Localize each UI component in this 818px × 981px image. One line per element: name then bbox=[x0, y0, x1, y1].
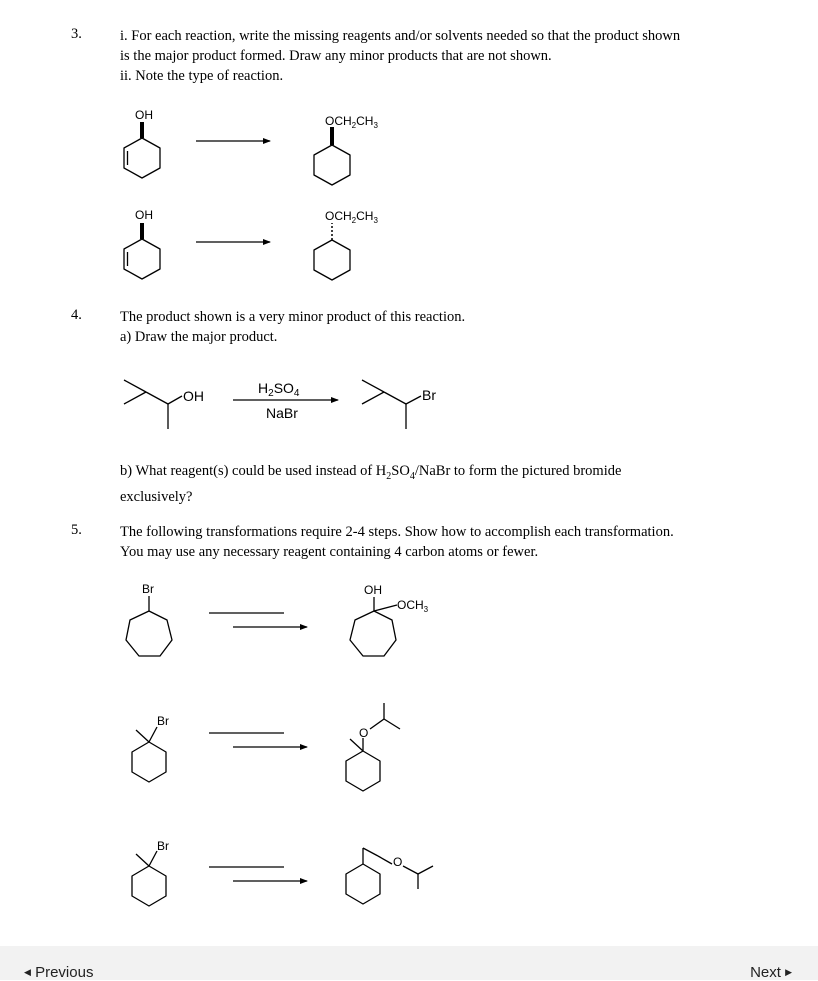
q4-part-b-line1: b) What reagent(s) could be used instead of $H_2SO_4$/NaBr to form the pictured bromide bbox=[120, 463, 622, 482]
q3-line1: i. For each reaction, write the missing reagents and/or solvents needed so that the product shown bbox=[120, 28, 681, 44]
q5-t1-start-label: Br bbox=[142, 582, 154, 596]
q5-t3-product bbox=[346, 848, 433, 904]
previous-label: Previous bbox=[35, 964, 94, 981]
q5-t1-product-och3: $OCH_3$ bbox=[397, 598, 429, 614]
q5-t2-start bbox=[132, 714, 169, 782]
q5-number: 5. bbox=[71, 522, 82, 538]
q5-line1: The following transformations require 2-4 steps. Show how to accomplish each transformation. bbox=[120, 524, 674, 540]
q3-number: 3. bbox=[71, 26, 82, 42]
q4-reagent-bottom: NaBr bbox=[266, 405, 298, 421]
q5-t3-start bbox=[132, 839, 169, 906]
q3-rxn2-reactant-label: OH bbox=[135, 208, 153, 222]
next-button[interactable] bbox=[750, 964, 792, 981]
q5-t1-start bbox=[126, 582, 172, 656]
q4-line2: a) Draw the major product. bbox=[120, 329, 278, 345]
q4-product-label: Br bbox=[422, 387, 436, 403]
q3-line2: is the major product formed. Draw any minor products that are not shown. bbox=[120, 48, 552, 64]
q5-t3-start-label: Br bbox=[157, 839, 169, 853]
q5-t2-product bbox=[346, 703, 400, 791]
q5-t3-product-o: O bbox=[393, 855, 403, 869]
q3-rxn1-reactant-label: OH bbox=[135, 108, 153, 122]
q3-line3: ii. Note the type of reaction. bbox=[120, 68, 284, 84]
q4-reagent-top: $H_2SO_4$ bbox=[258, 380, 300, 399]
q4-part-b-line2: exclusively? bbox=[120, 488, 193, 505]
q3-rxn1-product-label: $OCH_2CH_3$ bbox=[325, 114, 378, 130]
q4-reactant-label: OH bbox=[183, 388, 204, 404]
q3-rxn1-product bbox=[314, 114, 378, 185]
q5-t1-product-oh: OH bbox=[364, 583, 382, 597]
caret-right-icon: ▶ bbox=[785, 967, 792, 977]
caret-left-icon: ◀ bbox=[24, 967, 31, 977]
q5-t2-product-o: O bbox=[359, 726, 369, 740]
q3-rxn2-reactant bbox=[124, 208, 160, 279]
q3-rxn2-product bbox=[314, 209, 378, 280]
previous-button[interactable] bbox=[24, 964, 93, 981]
q4-product bbox=[362, 380, 436, 429]
q5-line2: You may use any necessary reagent containing 4 carbon atoms or fewer. bbox=[120, 544, 539, 560]
q4-number: 4. bbox=[71, 307, 82, 323]
q3-rxn2-product-label: $OCH_2CH_3$ bbox=[325, 209, 378, 225]
navigation-footer bbox=[0, 946, 818, 980]
q4-reactant bbox=[124, 380, 204, 429]
q3-rxn1-reactant bbox=[124, 108, 160, 178]
q5-t2-start-label: Br bbox=[157, 714, 169, 728]
q4-line1: The product shown is a very minor product of this reaction. bbox=[120, 309, 466, 325]
q5-t1-product bbox=[350, 583, 429, 656]
next-label: Next bbox=[750, 964, 781, 981]
